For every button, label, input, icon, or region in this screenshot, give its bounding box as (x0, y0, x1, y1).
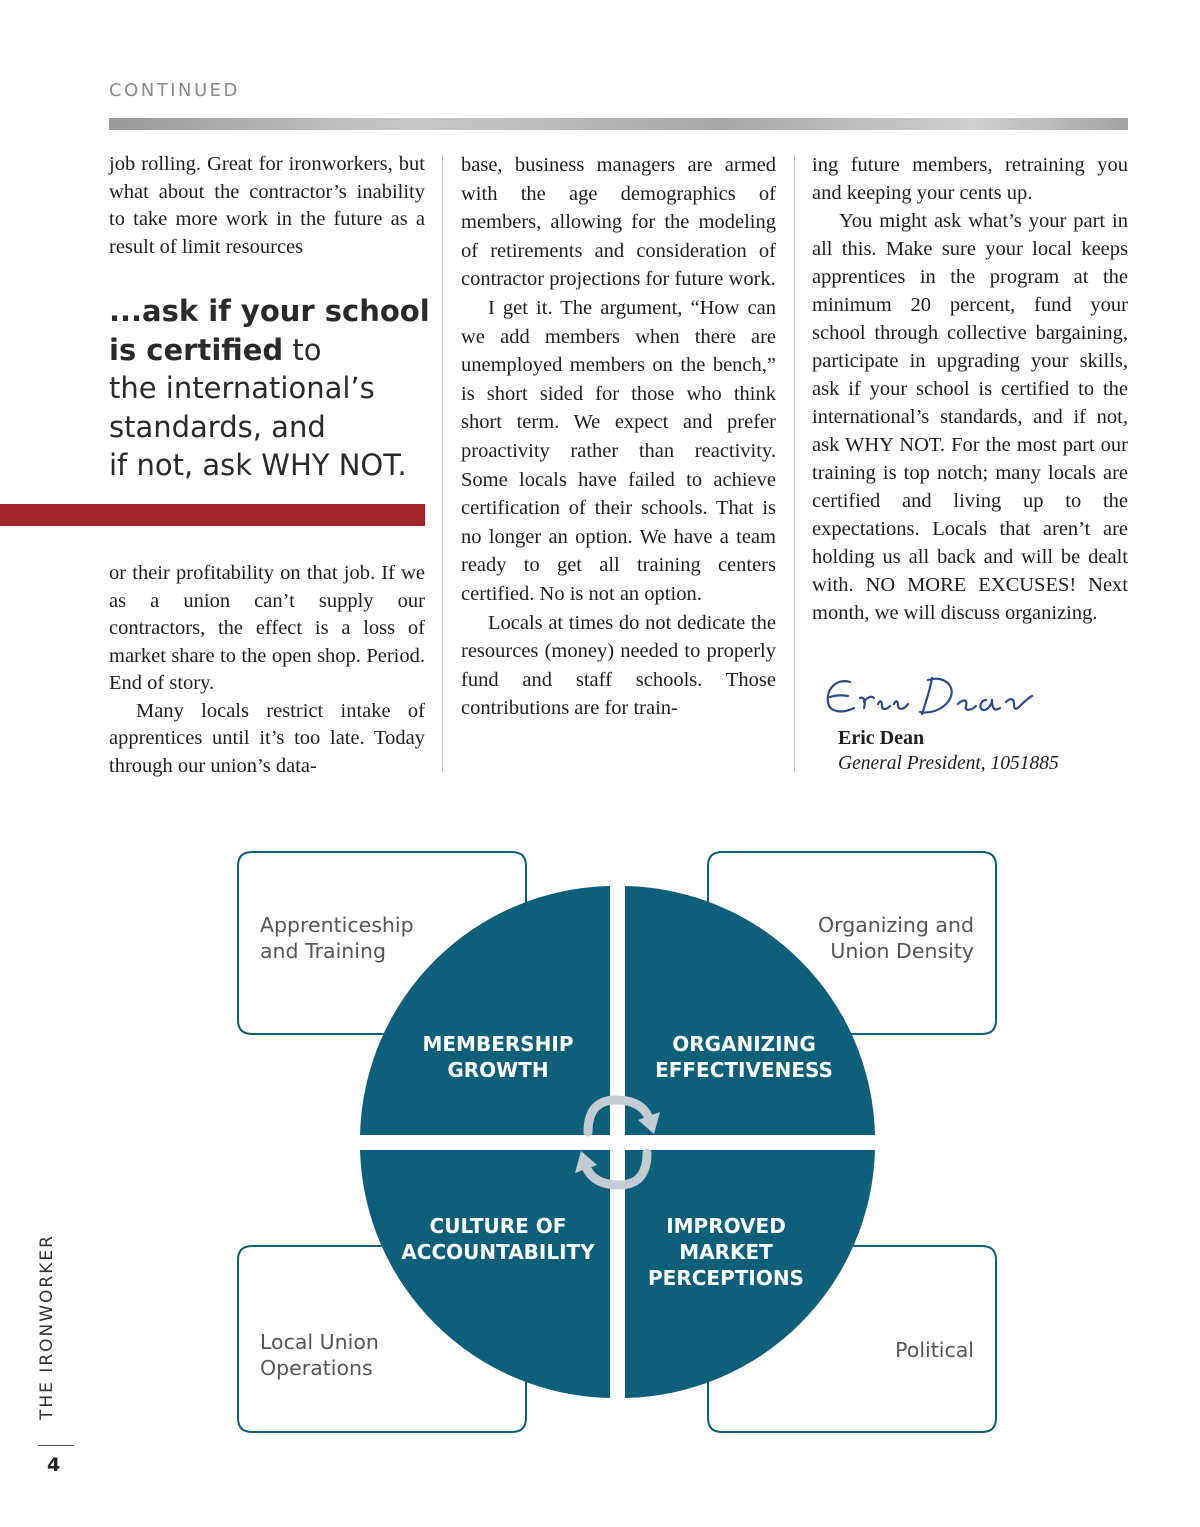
col2-paragraph-1: base, business managers are armed with the age demographics of members, allowing for the modeling of retirements and consideration of contractor projections for future work. (461, 154, 776, 291)
pull-quote (109, 292, 439, 485)
publication-name: THE IRONWORKER (37, 1234, 57, 1420)
label-organizing-2: Union Density (830, 939, 974, 963)
label-organizing-1: Organizing and (817, 913, 974, 937)
header-rule (109, 118, 1128, 130)
continued-label: CONTINUED (109, 80, 240, 101)
page-number: 4 (47, 1454, 61, 1476)
quadrant-label-organizing-2: EFFECTIVENESS (655, 1058, 833, 1082)
quadrant-label-organizing-1: ORGANIZING (672, 1032, 816, 1056)
union-strategy-diagram (236, 848, 1000, 1463)
quadrant-label-market-1: IMPROVED (666, 1214, 786, 1238)
signature-name: Eric Dean (838, 727, 925, 749)
page-number-rule (38, 1445, 74, 1446)
label-local-union-2: Operations (260, 1356, 373, 1380)
red-accent-bar (0, 504, 425, 526)
signature-image (820, 668, 1040, 724)
label-apprenticeship-2: and Training (260, 939, 386, 963)
col3-paragraph-2: You might ask what’s your part in all this. Make sure your local keeps apprentices in the program at the minimum 20 percent, fund your school through collective bargaining, participate in upgrading your skills, ask if your school is certified to the international’s standards, and if not, ask WHY NOT. For the most part our training is top notch; many locals are certified and living up to the expectations. Locals that aren’t are holding us all back and will be dealt with. NO MORE EXCUSES! Next month, we will discuss organizing. (812, 210, 1128, 624)
quadrant-label-membership-1: MEMBERSHIP (422, 1032, 574, 1056)
quadrant-label-market-3: PERCEPTIONS (648, 1266, 804, 1290)
column-3 (812, 151, 1128, 627)
label-political: Political (895, 1338, 974, 1362)
quadrant-label-culture-1: CULTURE OF (429, 1214, 567, 1238)
signature-title: General President, 1051885 (838, 753, 1059, 774)
col2-paragraph-2: I get it. The argument, “How can we add members when there are unemployed members on the bench,” is short sided for those who think short term. We expect and prefer proactivity rather than reactivity. Some locals have failed to achieve certification of their schools. That is no longer an option. We have a team ready to get all training centers certified. No is not an option. (461, 296, 776, 605)
label-apprenticeship-1: Apprenticeship (260, 913, 414, 937)
column-divider-2 (794, 155, 795, 772)
column-1-top (109, 151, 425, 261)
column-1-bottom (109, 560, 425, 780)
pull-quote-line-5: if not, ask WHY NOT. (109, 448, 407, 482)
quadrant-label-culture-2: ACCOUNTABILITY (401, 1240, 595, 1264)
col1-bottom-paragraph-1: or their profitability on that job. If we as a union can’t supply our contractors, the effect is a loss of market share to the open shop. Period. End of story. (109, 562, 425, 694)
pull-quote-line-3: the international’s (109, 371, 375, 405)
column-divider-1 (442, 155, 443, 772)
col1-bottom-paragraph-2: Many locals restrict intake of apprentices until it’s too late. Today through our union’s data- (109, 699, 425, 777)
col1-top-paragraph: job rolling. Great for ironworkers, but what about the contractor’s inability to take more work in the future as a result of limit resources (109, 153, 425, 258)
label-local-union-1: Local Union (260, 1330, 379, 1354)
col2-paragraph-3: Locals at times do not dedicate the resources (money) needed to properly fund and staff schools. Those contributions are for train- (461, 611, 776, 720)
quadrant-label-membership-2: GROWTH (447, 1058, 549, 1082)
pull-quote-to: to (292, 332, 322, 367)
quadrant-label-market-2: MARKET (679, 1240, 773, 1264)
column-2 (461, 151, 776, 723)
pull-quote-bold: ...ask if your school is certified (109, 294, 430, 367)
col3-paragraph-1: ing future members, retraining you and keeping your cents up. (812, 154, 1128, 204)
pull-quote-line-4: standards, and (109, 409, 326, 444)
